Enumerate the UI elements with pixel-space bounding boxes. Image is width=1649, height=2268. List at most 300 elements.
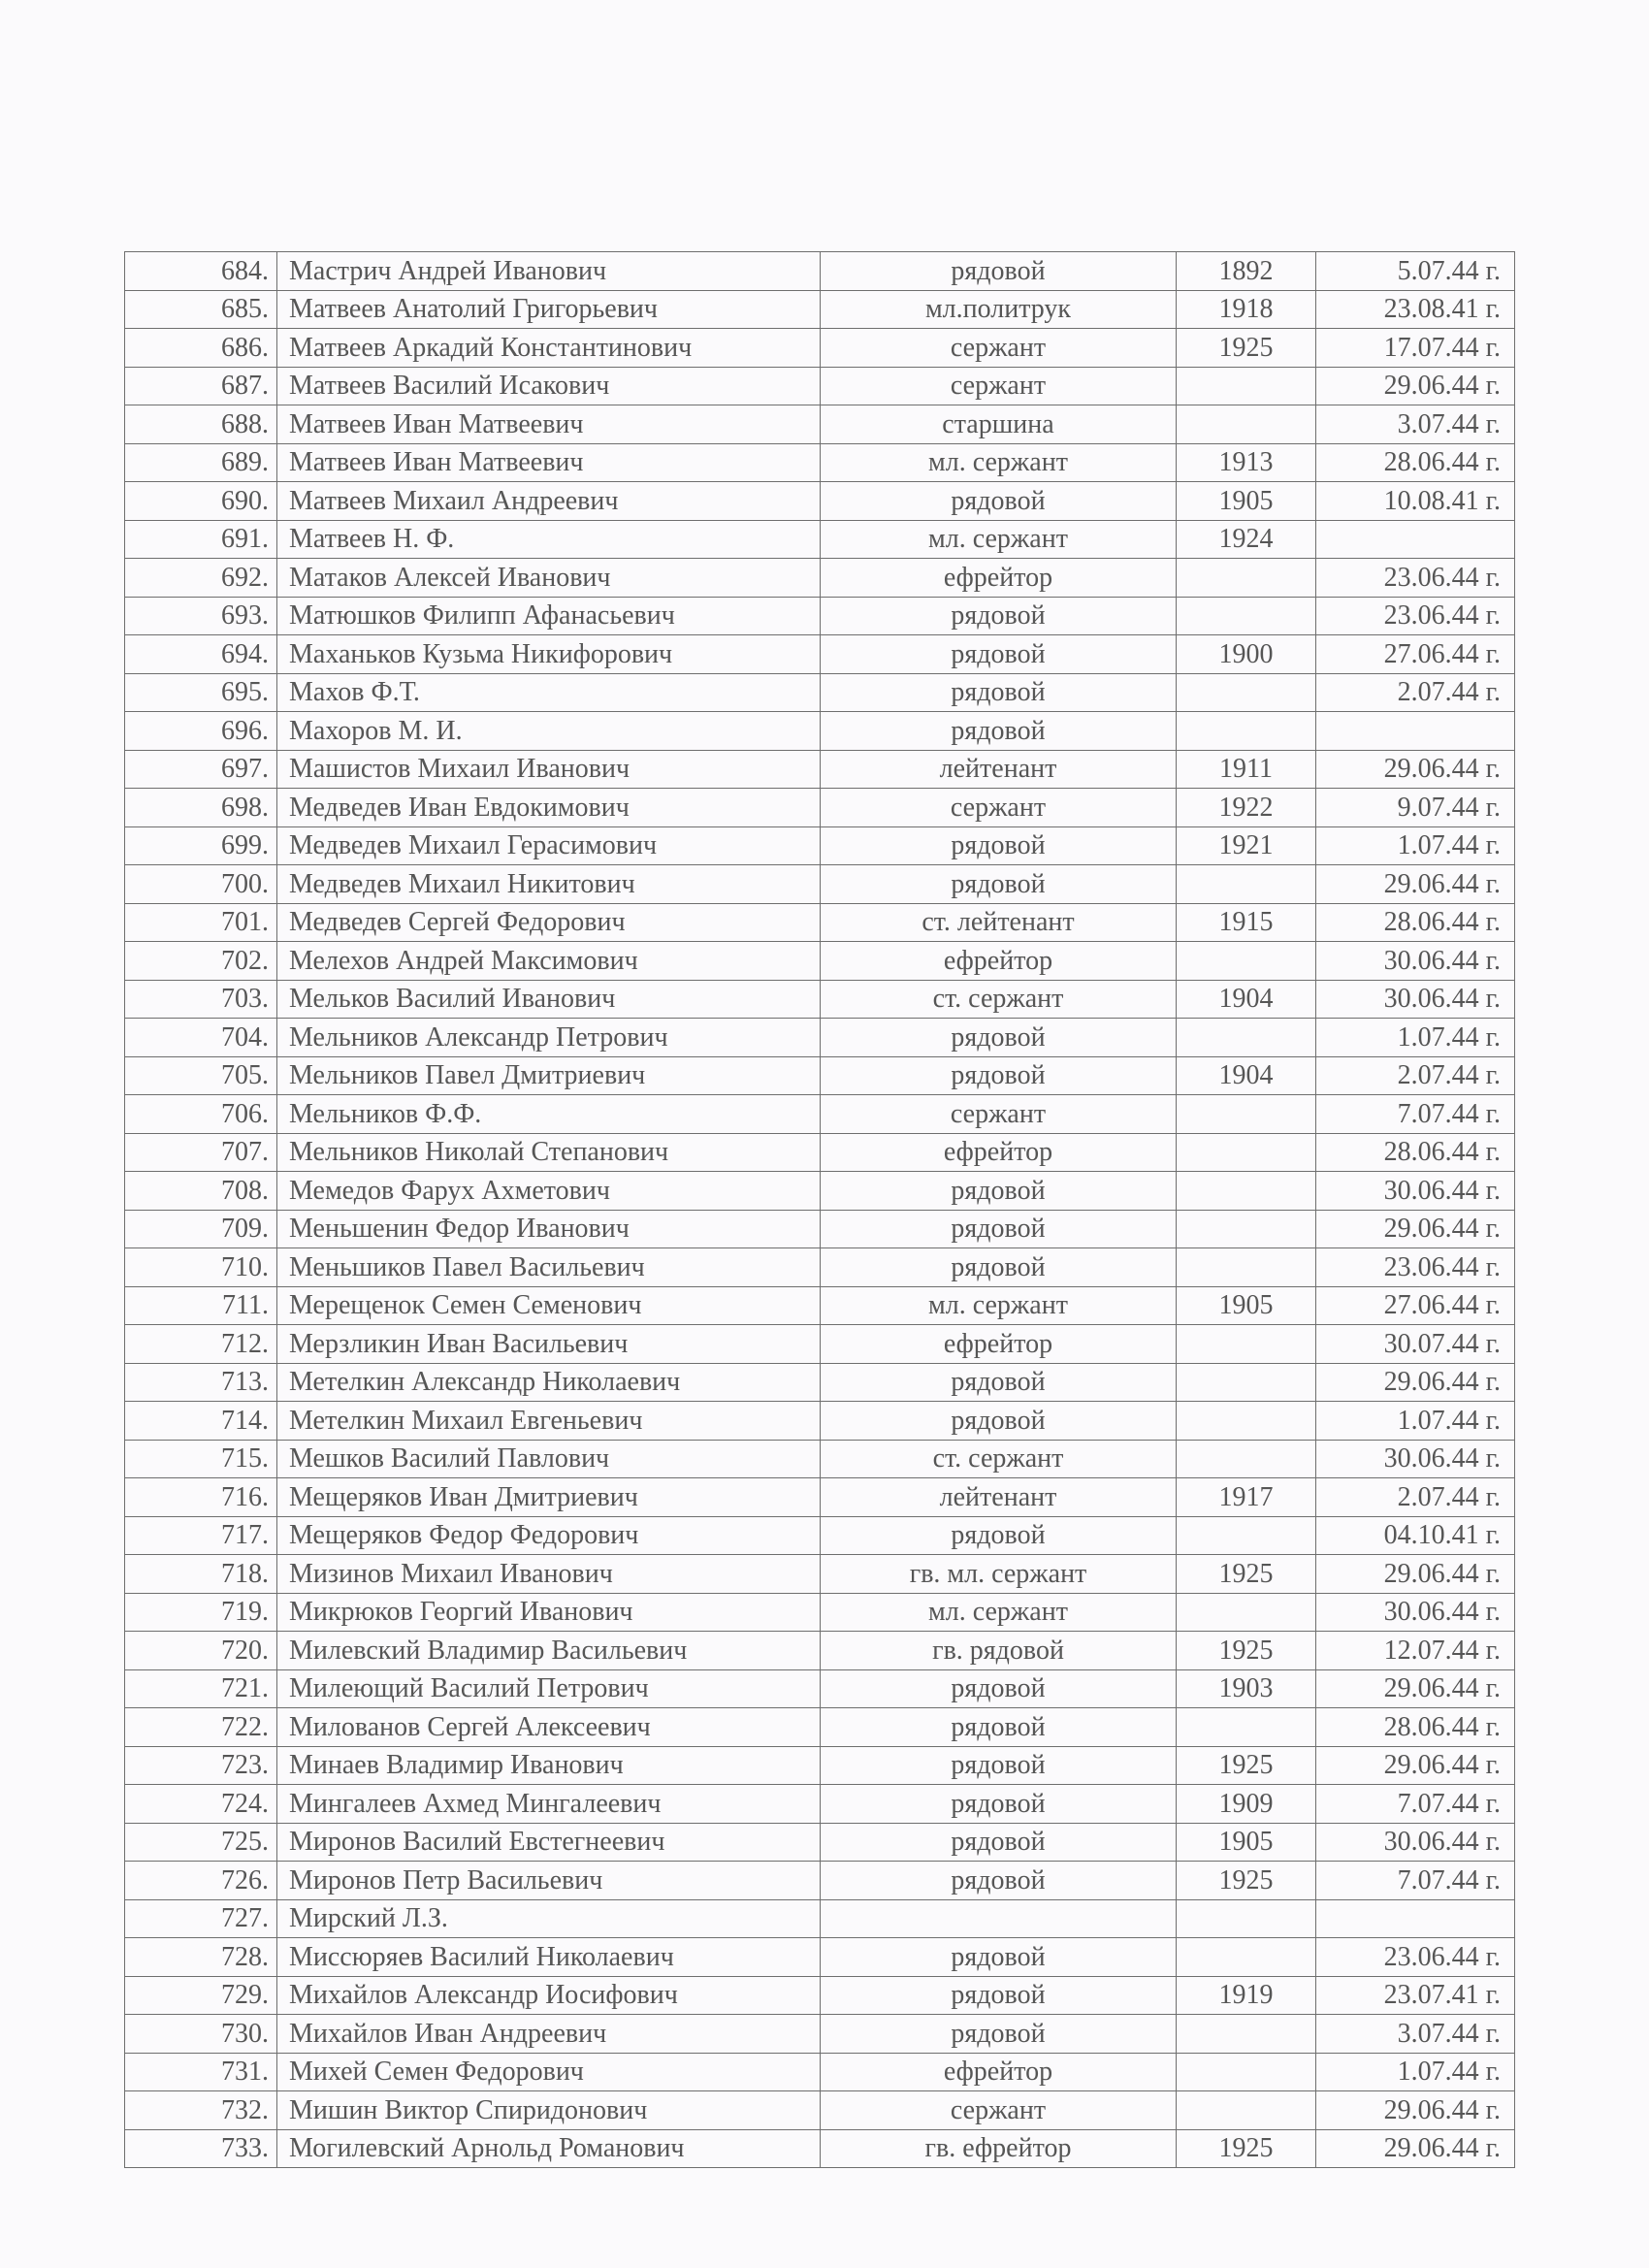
row-number-cell [125,1938,277,1977]
row-number: 720. [221,1635,269,1666]
rank-cell: ефрейтор [821,2053,1177,2091]
rank-cell: рядовой [821,1746,1177,1785]
full-name-cell: Матвеев Н. Ф. [277,520,821,559]
table-row [125,712,1515,751]
full-name-cell: Маханьков Кузьма Никифорович [277,635,821,674]
rank-cell: мл.политрук [821,290,1177,329]
full-name-cell: Мещеряков Федор Федорович [277,1516,821,1555]
rank-cell: гв. ефрейтор [821,2129,1177,2168]
table-row [125,1593,1515,1632]
birth-year-cell [1177,1708,1316,1747]
table-row [125,1823,1515,1862]
rank-cell: ст. сержант [821,1440,1177,1478]
date-cell [1316,1593,1515,1632]
birth-year-cell: 1921 [1177,826,1316,865]
row-number: 693. [221,600,269,632]
rank-cell: рядовой [821,1976,1177,2015]
full-name-cell: Микрюков Георгий Иванович [277,1593,821,1632]
date-cell [1316,329,1515,368]
date-cell [1316,1785,1515,1824]
row-number: 723. [221,1750,269,1781]
date-value: 1.07.44 г. [1397,1405,1501,1436]
birth-year-cell [1177,1095,1316,1134]
date-value: 17.07.44 г. [1383,332,1501,363]
birth-year-cell: 1904 [1177,1056,1316,1095]
full-name-cell: Махов Ф.Т. [277,673,821,712]
birth-year-cell: 1919 [1177,1976,1316,2015]
birth-year-cell [1177,559,1316,598]
date-value: 2.07.44 г. [1397,677,1501,708]
full-name-cell: Метелкин Михаил Евгеньевич [277,1402,821,1441]
birth-year-cell: 1900 [1177,635,1316,674]
full-name-cell: Минаев Владимир Иванович [277,1746,821,1785]
full-name-cell: Матюшков Филипп Афанасьевич [277,597,821,635]
row-number: 731. [221,2057,269,2088]
date-value: 28.06.44 г. [1383,1711,1501,1742]
row-number-cell [125,1325,277,1364]
full-name-cell: Мешков Василий Павлович [277,1440,821,1478]
full-name-cell: Мельников Ф.Ф. [277,1095,821,1134]
rank-cell: рядовой [821,865,1177,904]
date-value: 23.08.41 г. [1383,294,1501,325]
date-cell [1316,443,1515,482]
table-row [125,865,1515,904]
row-number: 724. [221,1788,269,1819]
rank-cell: рядовой [821,1823,1177,1862]
date-cell [1316,1363,1515,1402]
rank-cell: рядовой [821,597,1177,635]
rank-cell: рядовой [821,1785,1177,1824]
row-number: 715. [221,1443,269,1474]
full-name-cell: Михайлов Иван Андреевич [277,2015,821,2054]
row-number-cell [125,1286,277,1325]
rank-cell: лейтенант [821,1478,1177,1517]
row-number: 706. [221,1098,269,1129]
table-row [125,1402,1515,1441]
row-number-cell [125,1632,277,1670]
row-number-cell [125,252,277,291]
table-row [125,1746,1515,1785]
row-number-cell [125,750,277,789]
rank-cell: рядовой [821,1248,1177,1287]
row-number-cell [125,635,277,674]
full-name-cell: Мемедов Фарух Ахметович [277,1172,821,1211]
row-number: 685. [221,294,269,325]
full-name-cell: Мишин Виктор Спиридонович [277,2091,821,2130]
date-value: 29.06.44 г. [1383,1558,1501,1589]
birth-year-cell [1177,1172,1316,1211]
date-value: 29.06.44 г. [1383,1673,1501,1704]
birth-year-cell: 1909 [1177,1785,1316,1824]
full-name-cell: Мельков Василий Иванович [277,980,821,1019]
full-name-cell: Михайлов Александр Иосифович [277,1976,821,2015]
date-cell [1316,865,1515,904]
date-cell [1316,367,1515,405]
row-number-cell [125,482,277,521]
date-cell [1316,1325,1515,1364]
table-row [125,1899,1515,1938]
table-row [125,520,1515,559]
full-name-cell: Михей Семен Федорович [277,2053,821,2091]
table-row [125,980,1515,1019]
full-name-cell: Мерзликин Иван Васильевич [277,1325,821,1364]
row-number-cell [125,1516,277,1555]
date-value: 1.07.44 г. [1397,1021,1501,1053]
date-cell [1316,826,1515,865]
date-cell [1316,1938,1515,1977]
rank-cell: мл. сержант [821,520,1177,559]
row-number: 711. [222,1290,269,1321]
date-value: 3.07.44 г. [1397,2018,1501,2049]
row-number-cell [125,367,277,405]
full-name-cell: Мельников Николай Степанович [277,1133,821,1172]
table-row [125,2091,1515,2130]
birth-year-cell [1177,1402,1316,1441]
row-number: 698. [221,792,269,823]
table-row [125,1976,1515,2015]
row-number-cell [125,1899,277,1938]
row-number-cell [125,1402,277,1441]
rank-cell: рядовой [821,1402,1177,1441]
rank-cell: лейтенант [821,750,1177,789]
row-number: 717. [221,1520,269,1551]
date-value: 2.07.44 г. [1397,1060,1501,1091]
birth-year-cell [1177,2015,1316,2054]
row-number-cell [125,290,277,329]
rank-cell: гв. мл. сержант [821,1555,1177,1594]
date-cell [1316,1478,1515,1517]
row-number: 696. [221,715,269,746]
date-value: 23.06.44 г. [1383,600,1501,632]
table-row [125,1440,1515,1478]
birth-year-cell: 1905 [1177,482,1316,521]
birth-year-cell [1177,1019,1316,1057]
full-name-cell: Махоров М. И. [277,712,821,751]
row-number-cell [125,1363,277,1402]
row-number-cell [125,520,277,559]
birth-year-cell: 1905 [1177,1823,1316,1862]
table-row [125,329,1515,368]
rank-cell: мл. сержант [821,1286,1177,1325]
full-name-cell: Милевский Владимир Васильевич [277,1632,821,1670]
date-cell [1316,903,1515,942]
date-cell [1316,1056,1515,1095]
date-cell [1316,712,1515,751]
date-cell [1316,482,1515,521]
birth-year-cell: 1904 [1177,980,1316,1019]
row-number: 732. [221,2094,269,2125]
birth-year-cell: 1925 [1177,1632,1316,1670]
full-name-cell: Матвеев Иван Матвеевич [277,443,821,482]
full-name-cell: Медведев Михаил Герасимович [277,826,821,865]
rank-cell: сержант [821,329,1177,368]
birth-year-cell: 1925 [1177,1862,1316,1900]
row-number: 697. [221,754,269,785]
table-row [125,1019,1515,1057]
table-row [125,673,1515,712]
row-number-cell [125,1478,277,1517]
birth-year-cell [1177,865,1316,904]
full-name-cell: Мерещенок Семен Семенович [277,1286,821,1325]
full-name-cell: Миронов Василий Евстегнеевич [277,1823,821,1862]
row-number: 695. [221,677,269,708]
birth-year-cell [1177,673,1316,712]
full-name-cell: Миссюряев Василий Николаевич [277,1938,821,1977]
full-name-cell: Милованов Сергей Алексеевич [277,1708,821,1747]
rank-cell: мл. сержант [821,443,1177,482]
birth-year-cell [1177,1516,1316,1555]
table-row [125,2053,1515,2091]
full-name-cell: Метелкин Александр Николаевич [277,1363,821,1402]
table-row [125,1095,1515,1134]
rank-cell: сержант [821,2091,1177,2130]
birth-year-cell [1177,942,1316,981]
full-name-cell: Матаков Алексей Иванович [277,559,821,598]
row-number-cell [125,1210,277,1248]
rank-cell: рядовой [821,1056,1177,1095]
rank-cell: рядовой [821,1516,1177,1555]
full-name-cell: Медведев Сергей Федорович [277,903,821,942]
rank-cell: сержант [821,789,1177,827]
row-number-cell [125,405,277,444]
date-cell [1316,1210,1515,1248]
rank-cell: рядовой [821,1172,1177,1211]
date-cell [1316,1402,1515,1441]
date-cell [1316,2053,1515,2091]
rank-cell: ст. лейтенант [821,903,1177,942]
table-row [125,367,1515,405]
full-name-cell: Милеющий Василий Петрович [277,1669,821,1708]
table-row [125,1172,1515,1211]
row-number: 719. [221,1597,269,1628]
birth-year-cell [1177,405,1316,444]
rank-cell: сержант [821,1095,1177,1134]
row-number-cell [125,865,277,904]
table-row [125,443,1515,482]
date-value: 30.06.44 г. [1383,1175,1501,1206]
table-row [125,1133,1515,1172]
row-number-cell [125,597,277,635]
rank-cell: мл. сержант [821,1593,1177,1632]
table-row [125,2015,1515,2054]
date-value: 29.06.44 г. [1383,2133,1501,2164]
table-row [125,1708,1515,1747]
birth-year-cell: 1925 [1177,2129,1316,2168]
row-number-cell [125,2015,277,2054]
row-number-cell [125,1056,277,1095]
rank-cell: рядовой [821,826,1177,865]
date-value: 2.07.44 г. [1397,1481,1501,1512]
birth-year-cell: 1918 [1177,290,1316,329]
birth-year-cell: 1905 [1177,1286,1316,1325]
birth-year-cell: 1915 [1177,903,1316,942]
row-number-cell [125,1248,277,1287]
table-row [125,1363,1515,1402]
row-number-cell [125,826,277,865]
row-number-cell [125,329,277,368]
birth-year-cell: 1903 [1177,1669,1316,1708]
row-number: 726. [221,1864,269,1895]
birth-year-cell: 1925 [1177,1746,1316,1785]
date-cell [1316,2091,1515,2130]
table-row [125,826,1515,865]
row-number: 701. [221,907,269,938]
birth-year-cell [1177,1210,1316,1248]
row-number: 705. [221,1060,269,1091]
row-number: 710. [221,1251,269,1282]
row-number: 707. [221,1137,269,1168]
date-cell [1316,520,1515,559]
date-value: 30.06.44 г. [1383,1443,1501,1474]
table-row [125,559,1515,598]
rank-cell: рядовой [821,1019,1177,1057]
birth-year-cell [1177,2091,1316,2130]
date-cell [1316,1708,1515,1747]
table-row [125,597,1515,635]
date-cell [1316,597,1515,635]
row-number: 730. [221,2018,269,2049]
birth-year-cell [1177,1938,1316,1977]
date-cell [1316,1669,1515,1708]
date-cell [1316,1746,1515,1785]
date-cell [1316,1095,1515,1134]
full-name-cell: Мингалеев Ахмед Мингалеевич [277,1785,821,1824]
date-cell [1316,789,1515,827]
birth-year-cell [1177,1133,1316,1172]
row-number-cell [125,1862,277,1900]
table-row [125,750,1515,789]
rank-cell: ефрейтор [821,942,1177,981]
casualty-roster-table [124,251,1515,2168]
table-row [125,1248,1515,1287]
row-number-cell [125,1440,277,1478]
table-row [125,482,1515,521]
table-row [125,252,1515,291]
rank-cell: старшина [821,405,1177,444]
date-cell [1316,1555,1515,1594]
date-value: 7.07.44 г. [1397,1788,1501,1819]
table-row [125,1669,1515,1708]
row-number-cell [125,2129,277,2168]
row-number-cell [125,1593,277,1632]
date-value: 23.07.41 г. [1383,1980,1501,2011]
table-row [125,1938,1515,1977]
birth-year-cell [1177,1363,1316,1402]
date-cell [1316,980,1515,1019]
rank-cell: рядовой [821,252,1177,291]
full-name-cell: Мастрич Андрей Иванович [277,252,821,291]
date-value: 29.06.44 г. [1383,1214,1501,1245]
row-number-cell [125,559,277,598]
row-number-cell [125,1823,277,1862]
birth-year-cell [1177,1325,1316,1364]
row-number-cell [125,903,277,942]
rank-cell: рядовой [821,673,1177,712]
table-row [125,1516,1515,1555]
date-value: 7.07.44 г. [1397,1098,1501,1129]
birth-year-cell: 1911 [1177,750,1316,789]
date-value: 30.06.44 г. [1383,945,1501,976]
rank-cell: рядовой [821,1363,1177,1402]
row-number: 699. [221,830,269,861]
row-number-cell [125,443,277,482]
date-value: 27.06.44 г. [1383,638,1501,669]
table-row [125,1862,1515,1900]
date-value: 10.08.41 г. [1383,485,1501,516]
row-number: 700. [221,868,269,899]
date-cell [1316,2015,1515,2054]
row-number: 733. [221,2133,269,2164]
date-value: 30.06.44 г. [1383,1827,1501,1858]
row-number: 716. [221,1481,269,1512]
row-number: 713. [221,1367,269,1398]
rank-cell: гв. рядовой [821,1632,1177,1670]
date-value: 04.10.41 г. [1383,1520,1501,1551]
date-value: 29.06.44 г. [1383,2094,1501,2125]
date-value: 27.06.44 г. [1383,1290,1501,1321]
rank-cell [821,1899,1177,1938]
row-number-cell [125,2053,277,2091]
row-number: 704. [221,1021,269,1053]
full-name-cell: Машистов Михаил Иванович [277,750,821,789]
birth-year-cell: 1925 [1177,1555,1316,1594]
row-number: 718. [221,1558,269,1589]
table-row [125,405,1515,444]
table-row [125,1210,1515,1248]
birth-year-cell: 1924 [1177,520,1316,559]
date-value: 5.07.44 г. [1397,255,1501,286]
row-number: 692. [221,562,269,593]
date-value: 23.06.44 г. [1383,562,1501,593]
row-number: 729. [221,1980,269,2011]
table-row [125,903,1515,942]
date-value: 3.07.44 г. [1397,408,1501,439]
roster-table-body [125,252,1515,2168]
row-number: 689. [221,447,269,478]
table-row [125,1785,1515,1824]
row-number: 702. [221,945,269,976]
row-number: 721. [221,1673,269,1704]
full-name-cell: Меньшенин Федор Иванович [277,1210,821,1248]
full-name-cell: Миронов Петр Васильевич [277,1862,821,1900]
date-value: 1.07.44 г. [1397,2057,1501,2088]
date-cell [1316,1899,1515,1938]
birth-year-cell [1177,597,1316,635]
rank-cell: рядовой [821,712,1177,751]
row-number-cell [125,1133,277,1172]
birth-year-cell [1177,1440,1316,1478]
date-cell [1316,1632,1515,1670]
row-number-cell [125,1708,277,1747]
full-name-cell: Мельников Павел Дмитриевич [277,1056,821,1095]
full-name-cell: Матвеев Иван Матвеевич [277,405,821,444]
row-number: 708. [221,1175,269,1206]
date-value: 1.07.44 г. [1397,830,1501,861]
date-value: 29.06.44 г. [1383,754,1501,785]
date-value: 28.06.44 г. [1383,447,1501,478]
date-value: 23.06.44 г. [1383,1251,1501,1282]
birth-year-cell [1177,367,1316,405]
table-row [125,1632,1515,1670]
date-value: 29.06.44 г. [1383,1367,1501,1398]
row-number-cell [125,1785,277,1824]
date-value: 29.06.44 г. [1383,371,1501,402]
row-number-cell [125,1746,277,1785]
birth-year-cell [1177,2053,1316,2091]
full-name-cell: Могилевский Арнольд Романович [277,2129,821,2168]
date-cell [1316,1862,1515,1900]
date-cell [1316,635,1515,674]
